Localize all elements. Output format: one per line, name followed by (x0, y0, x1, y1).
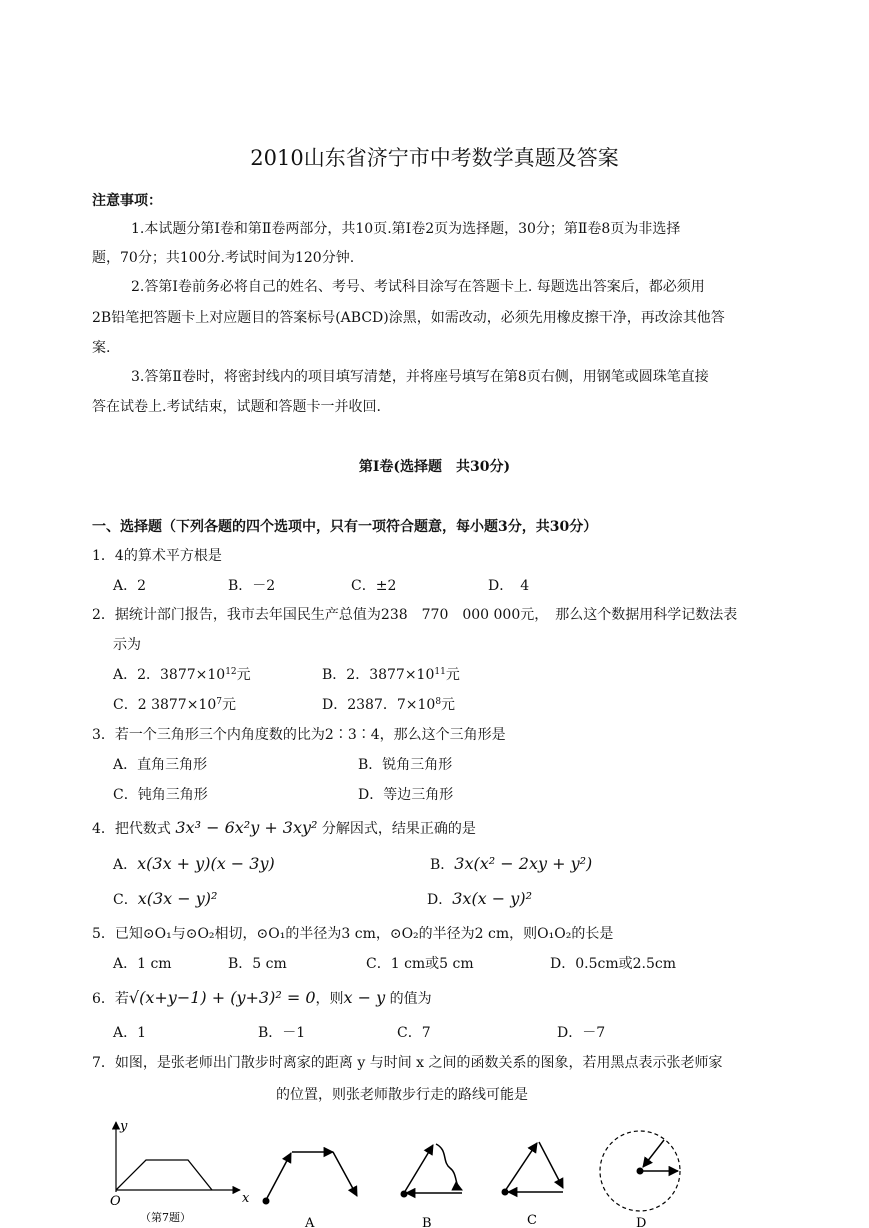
notice-line: 2B铅笔把答题卡上对应题目的答案标号(ABCD)涂黑，如需改动，必须先用橡皮擦干净，再改涂其他答 (92, 310, 725, 326)
q3-option-b: B．锐角三角形 (358, 757, 453, 773)
home-dot (401, 1191, 408, 1198)
q1-option-b: B．－2 (228, 578, 276, 594)
q6-option-b: B．－1 (258, 1025, 306, 1041)
q7-figure (0, 1110, 869, 1228)
notice-line: 2.答第Ⅰ卷前务必将自己的姓名、考号、考试科目涂写在答题卡上. 每题选出答案后，都必须用 (131, 279, 705, 295)
notice-heading: 注意事项： (92, 193, 162, 209)
q1-stem: 1．4的算术平方根是 (92, 548, 222, 564)
q5-option-b: B．5 cm (228, 956, 287, 972)
q4-option-a: A．x(3x + y)(x − 3y) (113, 854, 275, 873)
notice-line: 3.答第Ⅱ卷时，将密封线内的项目填写清楚，并将座号填写在第8页右侧，用钢笔或圆珠笔直接 (131, 369, 709, 385)
q3-option-c: C．钝角三角形 (113, 787, 208, 803)
axis-x-label: x (242, 1191, 250, 1206)
section-heading: 一、选择题（下列各题的四个选项中，只有一项符合题意，每小题3分，共30分） (92, 519, 598, 535)
q7-stem-cont: 的位置，则张老师散步行走的路线可能是 (276, 1087, 528, 1103)
part-title: 第Ⅰ卷(选择题 共30分) (358, 459, 511, 475)
route-c (502, 1142, 564, 1228)
q3-option-a: A．直角三角形 (113, 757, 208, 773)
q2-stem-cont: 示为 (113, 637, 141, 653)
q2-option-c: C．2 $3877\times 10^7$元 (113, 697, 236, 713)
graph-line (116, 1160, 212, 1190)
route-b (401, 1144, 463, 1228)
origin-label: O (110, 1194, 121, 1209)
q1-option-a: A．2 (113, 578, 147, 594)
q4-stem: 4．把代数式 3x³ − 6x²y + 3xy² 分解因式，结果正确的是 (92, 818, 476, 837)
notice-line: 题，70分；共100分.考试时间为120分钟. (92, 250, 355, 266)
home-dot (263, 1198, 270, 1205)
route-label: B (422, 1216, 432, 1228)
q2-option-b: B．2．$3877\times 10^{11}$元 (322, 667, 460, 683)
q5-option-c: C．1 cm或5 cm (366, 956, 474, 972)
page-title: 2010山东省济宁市中考数学真题及答案 (250, 146, 619, 170)
route-label: D (636, 1216, 647, 1228)
q3-stem: 3．若一个三角形三个内角度数的比为2∶3∶4，那么这个三角形是 (92, 727, 506, 743)
route-a (263, 1152, 358, 1228)
q6-stem: 6．若√(x+y−1) + (y+3)² = 0，则x − y 的值为 (92, 988, 432, 1007)
q6-option-d: D．－7 (557, 1025, 606, 1041)
q3-option-d: D．等边三角形 (358, 787, 454, 803)
notice-line: 1.本试题分第Ⅰ卷和第Ⅱ卷两部分，共10页.第Ⅰ卷2页为选择题，30分；第Ⅱ卷8页为非选择 (131, 221, 681, 237)
q1-option-c: C．±2 (351, 578, 397, 594)
q1-option-d: D． 4 (488, 578, 530, 594)
q7-stem: 7．如图，是张老师出门散步时离家的距离 y 与时间 x 之间的函数关系的图象，若用黑点表示张老师家 (92, 1055, 723, 1071)
q4-option-b: B．3x(x² − 2xy + y²) (430, 854, 593, 873)
axis-y-label: y (120, 1119, 128, 1134)
q4-option-c: C．x(3x − y)² (113, 889, 218, 908)
q2-option-d: D．2387．$7\times 10^8$元 (322, 697, 456, 713)
route-label: C (527, 1213, 537, 1228)
q6-option-c: C．7 (397, 1025, 431, 1041)
q4-option-d: D．3x(x − y)² (427, 889, 532, 908)
q5-option-d: D．0.5cm或2.5cm (550, 956, 676, 972)
q2-option-a: A．2．$3877\times 10^{12}$元 (113, 667, 251, 683)
notice-line: 答在试卷上.考试结束，试题和答题卡一并收回. (92, 399, 381, 415)
q2-stem: 2．据统计部门报告，我市去年国民生产总值为238 770 000 000元， 那么这个数据用科学记数法表 (92, 607, 738, 623)
q5-stem: 5．已知⊙O₁与⊙O₂相切，⊙O₁的半径为3 cm，⊙O₂的半径为2 cm，则O₁O₂的长是 (92, 926, 614, 942)
notice-line: 案. (92, 340, 111, 356)
distance-time-graph (110, 1119, 250, 1224)
home-dot (637, 1168, 644, 1175)
q6-option-a: A．1 (113, 1025, 147, 1041)
home-dot (502, 1189, 509, 1196)
route-d (600, 1131, 680, 1228)
figure-caption: （第7题） (140, 1211, 191, 1224)
route-label: A (305, 1216, 315, 1228)
q5-option-a: A．1 cm (113, 956, 172, 972)
